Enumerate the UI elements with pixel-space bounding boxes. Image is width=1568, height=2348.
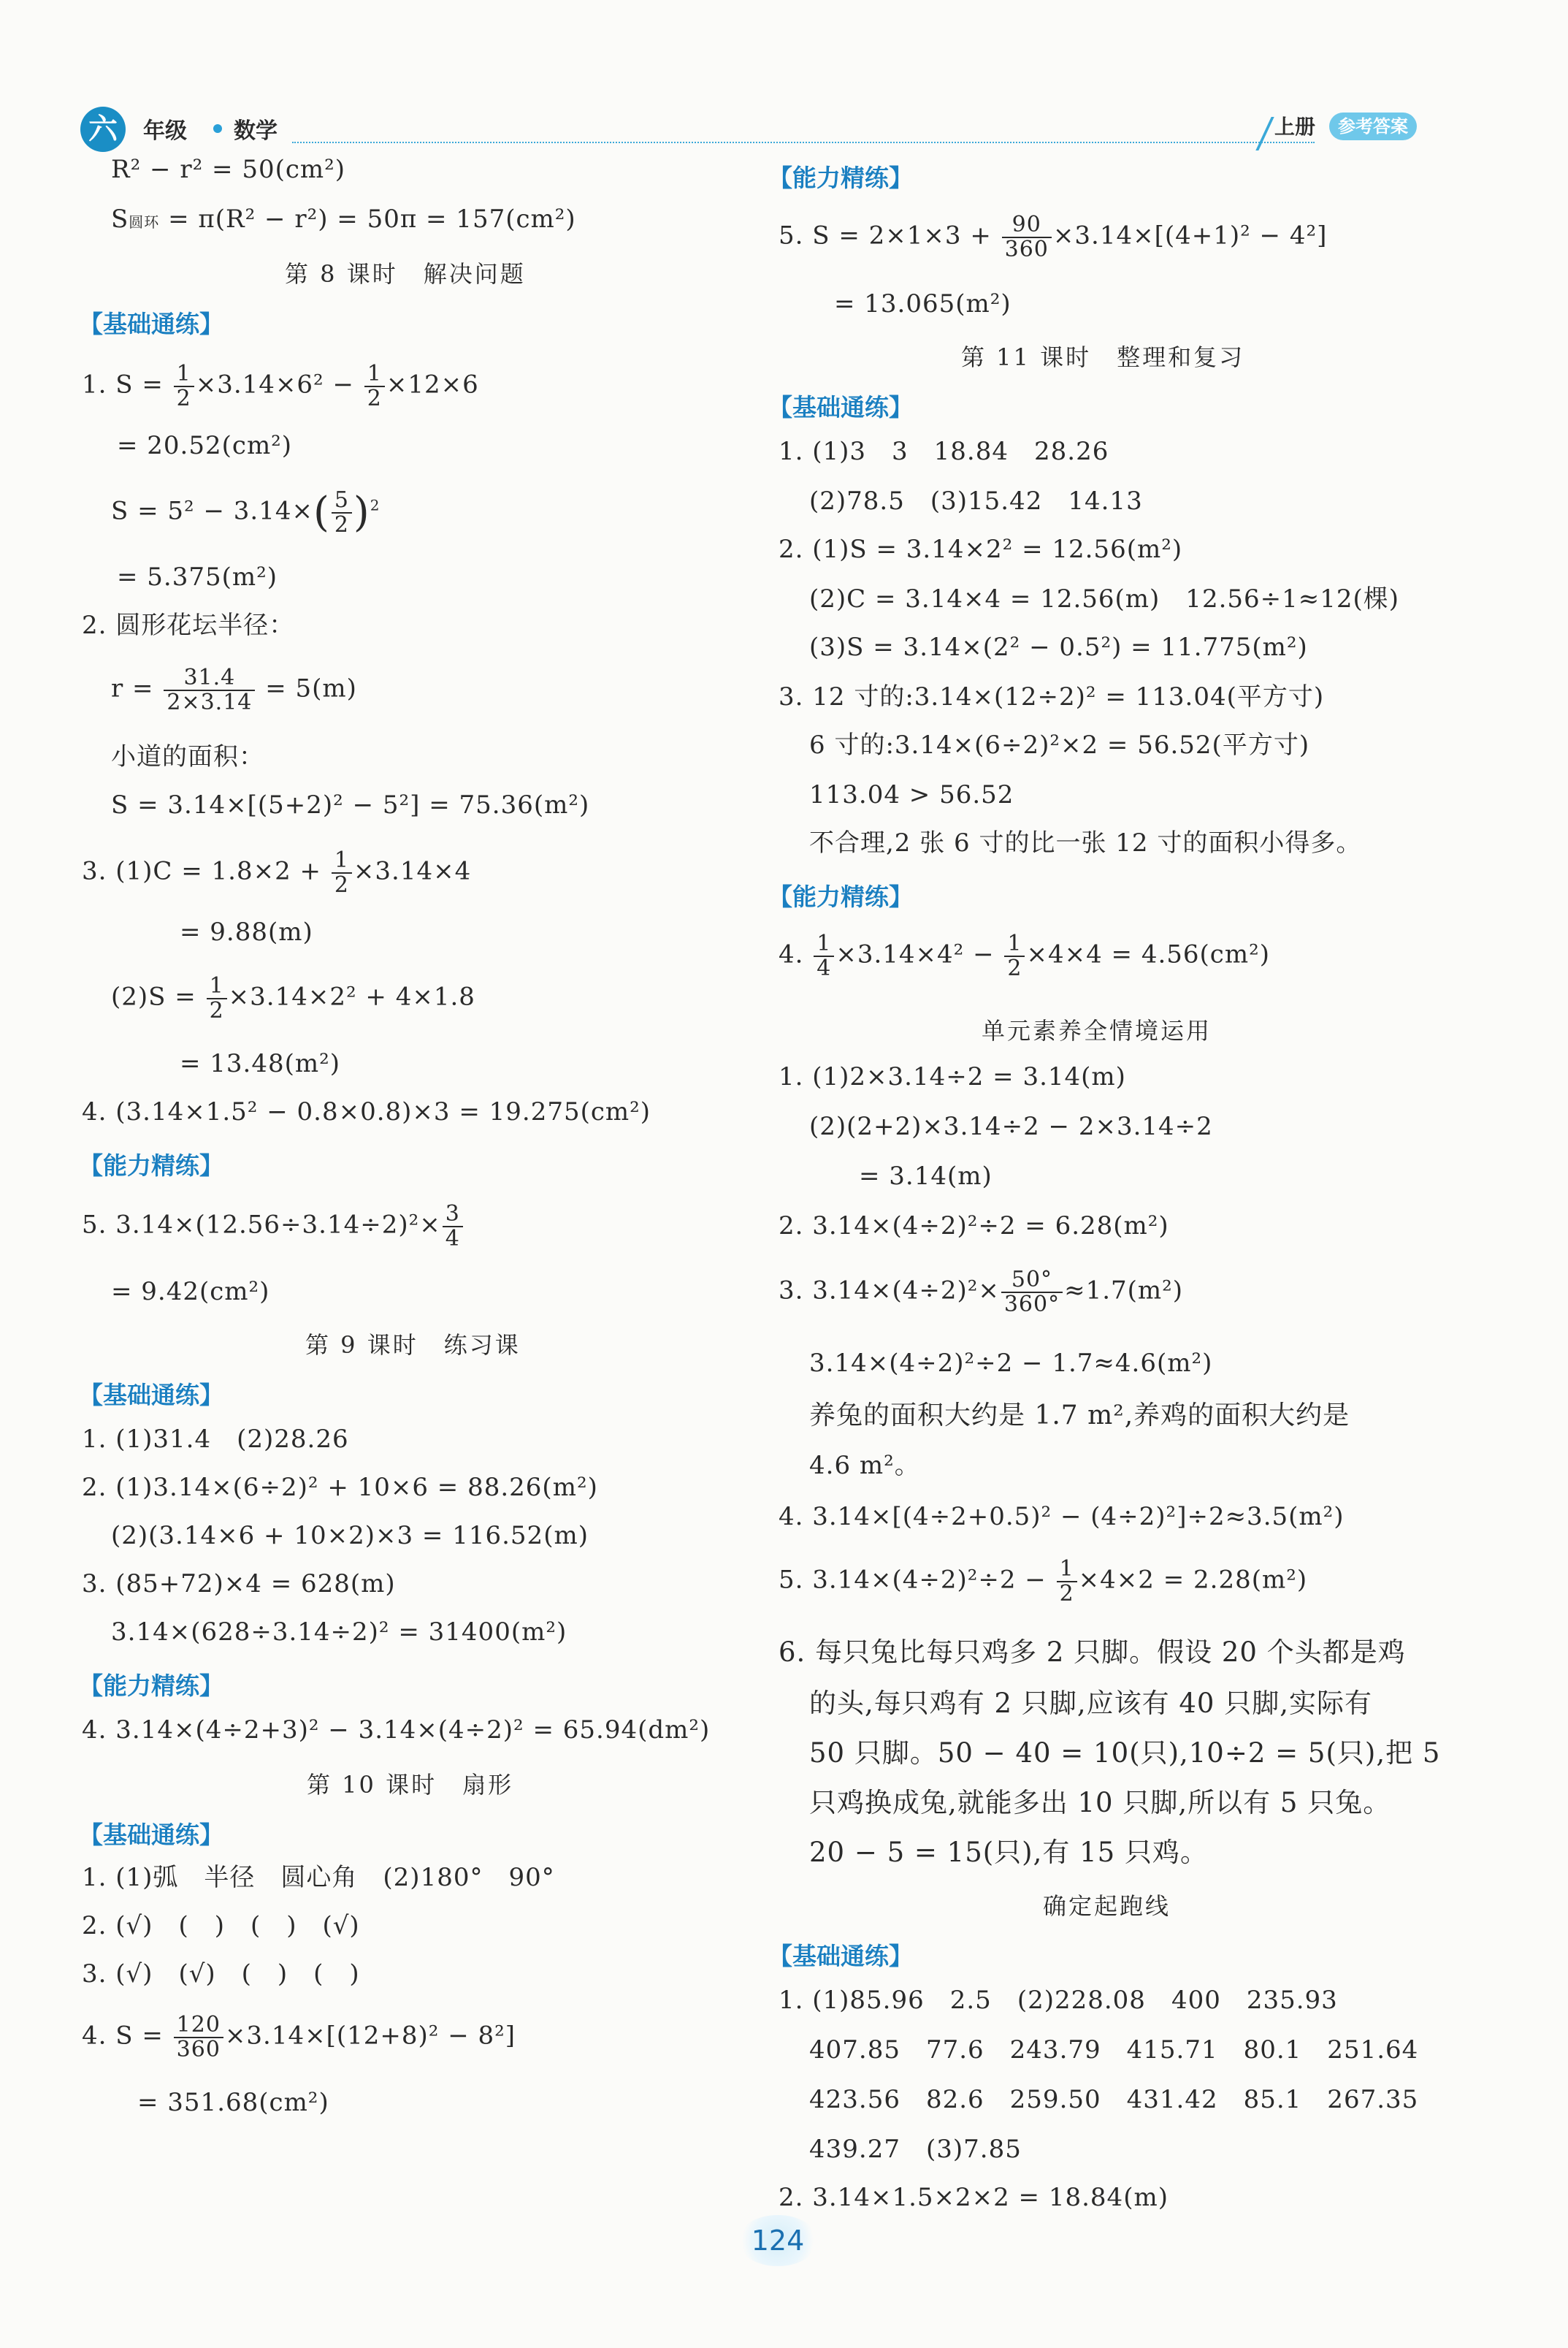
- answer-line: 3. 12 寸的:3.14×(12÷2)² = 113.04(平方寸): [779, 682, 1325, 712]
- answer-line: 4. 3.14×[(4÷2+0.5)² − (4÷2)²]÷2≈3.5(m²): [779, 1502, 1345, 1531]
- answer-line: 439.27 (3)7.85: [809, 2135, 1022, 2164]
- answer-line: 不合理,2 张 6 寸的比一张 12 寸的面积小得多。: [809, 828, 1362, 858]
- numerator: 120: [174, 2013, 223, 2038]
- lesson-title: 确定起跑线: [1043, 1892, 1171, 1920]
- answer-line: 2. (1)S = 3.14×2² = 12.56(m²): [779, 535, 1183, 564]
- formula-part: = π(R² − r²) = 50π = 157(cm²): [159, 205, 576, 234]
- denominator: 2: [209, 997, 224, 1024]
- formula-part: S: [111, 205, 129, 234]
- answer-line: 6 寸的:3.14×(6÷2)²×2 = 56.52(平方寸): [809, 731, 1310, 760]
- answer-line: 1. (1)2×3.14÷2 = 3.14(m): [779, 1062, 1126, 1091]
- answer-line: = 3.14(m): [859, 1162, 993, 1191]
- fraction: [174, 2013, 223, 2061]
- formula-part: ×3.14×4² −: [835, 939, 1003, 969]
- answer-line: 只鸡换成兔,就能多出 10 只脚,所以有 5 只兔。: [809, 1787, 1391, 1818]
- answer-badge: 参考答案: [1329, 113, 1417, 140]
- lesson-title: 第 8 课时 解决问题: [285, 260, 526, 288]
- section-heading: 【基础通练】: [79, 310, 223, 338]
- unit-title: 单元素养全情境运用: [982, 1017, 1212, 1045]
- answer-line: 4. (3.14×1.5² − 0.8×0.8)×3 = 19.275(cm²): [82, 1097, 651, 1127]
- fraction: [164, 666, 255, 714]
- answer-line: 113.04 > 56.52: [809, 780, 1014, 809]
- formula-part: ×3.14×4: [353, 856, 472, 886]
- formula-part: ×3.14×2² + 4×1.8: [228, 982, 475, 1012]
- page-number: 124: [738, 2215, 818, 2266]
- fraction: [364, 362, 385, 410]
- answer-line: (3)S = 3.14×(2² − 0.5²) = 11.775(m²): [809, 633, 1308, 662]
- answer-line: = 9.88(m): [180, 918, 313, 947]
- answer-line: [779, 1558, 1307, 1605]
- answer-line: 的头,每只鸡有 2 只脚,应该有 40 只脚,实际有: [809, 1688, 1372, 1719]
- fraction: [207, 975, 227, 1022]
- section-heading: 【能力精练】: [768, 164, 913, 192]
- answer-line: 养兔的面积大约是 1.7 m²,养鸡的面积大约是: [809, 1400, 1350, 1430]
- section-heading: 【能力精练】: [768, 883, 913, 911]
- answer-line: [82, 2013, 516, 2061]
- denominator: 2: [1059, 1580, 1074, 1606]
- formula-part: ×4×4 = 4.56(cm²): [1026, 939, 1270, 969]
- answer-line: [111, 488, 380, 537]
- answer-line: 2. (1)3.14×(6÷2)² + 10×6 = 88.26(m²): [82, 1473, 598, 1502]
- numerator: 1: [1004, 932, 1025, 957]
- answer-line: (2)78.5 (3)15.42 14.13: [809, 487, 1143, 516]
- answer-line: 1. (1)弧 半径 圆心角 (2)180° 90°: [82, 1863, 555, 1892]
- numerator: 1: [174, 362, 194, 387]
- answer-line: 407.85 77.6 243.79 415.71 80.1 251.64: [809, 2035, 1419, 2065]
- formula-part: 5. 3.14×(4÷2)²÷2 −: [779, 1565, 1055, 1595]
- answer-line: 3.14×(628÷3.14÷2)² = 31400(m²): [111, 1617, 567, 1647]
- answer-line: 2. (√) ( ) ( ) (√): [82, 1911, 360, 1940]
- section-heading: 【能力精练】: [79, 1672, 223, 1700]
- section-heading: 【基础通练】: [768, 1942, 913, 1970]
- formula-part: 5. S = 2×1×3 +: [779, 221, 1001, 251]
- answer-line: = 5.375(m²): [117, 563, 278, 592]
- lesson-title: 第 9 课时 练习课: [305, 1331, 521, 1359]
- answer-line: (2)(2+2)×3.14÷2 − 2×3.14÷2: [809, 1112, 1213, 1141]
- answer-line: 2. 3.14×1.5×2×2 = 18.84(m): [779, 2183, 1169, 2212]
- formula-part: = 5(m): [256, 674, 357, 704]
- fraction: [814, 932, 834, 980]
- paren: (: [313, 489, 330, 536]
- formula-part: ≈1.7(m²): [1064, 1276, 1184, 1305]
- denominator: 4: [445, 1225, 460, 1251]
- answer-line: 20 − 5 = 15(只),有 15 只鸡。: [809, 1837, 1208, 1868]
- denominator: 360°: [1003, 1291, 1060, 1317]
- grade-badge: 六: [80, 107, 126, 152]
- section-heading: 【基础通练】: [79, 1381, 223, 1409]
- answer-line: 小道的面积：: [111, 742, 264, 771]
- fraction: [332, 849, 352, 896]
- fraction: [1057, 1558, 1077, 1605]
- answer-line: 3. (√) (√) ( ) ( ): [82, 1959, 360, 1989]
- formula-part: r =: [111, 674, 163, 704]
- numerator: 5: [332, 489, 352, 514]
- answer-line: = 13.065(m²): [834, 289, 1011, 319]
- volume-label: 上册: [1274, 115, 1316, 139]
- answer-line: (2)(3.14×6 + 10×2)×3 = 116.52(m): [111, 1521, 589, 1550]
- formula-part: 3. (1)C = 1.8×2 +: [82, 856, 330, 886]
- numerator: 1: [332, 849, 352, 874]
- formula-part: ×3.14×6² −: [195, 370, 363, 400]
- formula-part: 4. S =: [82, 2021, 172, 2051]
- formula-part: (2)S =: [111, 982, 205, 1012]
- answer-line: = 13.48(m²): [180, 1049, 341, 1078]
- answer-line: 1. (1)85.96 2.5 (2)228.08 400 235.93: [779, 1986, 1338, 2015]
- lesson-title: 第 10 课时 扇形: [307, 1771, 514, 1799]
- answer-line: = 351.68(cm²): [137, 2088, 329, 2117]
- numerator: 1: [1057, 1558, 1077, 1582]
- answer-line: [82, 1202, 464, 1250]
- answer-line: 2. 3.14×(4÷2)²÷2 = 6.28(m²): [779, 1211, 1169, 1240]
- numerator: 1: [207, 975, 227, 999]
- numerator: 31.4: [164, 666, 255, 691]
- answer-line: = 9.42(cm²): [111, 1277, 270, 1306]
- subscript: 圆环: [129, 213, 160, 231]
- answer-line: 4.6 m²。: [809, 1451, 920, 1480]
- denominator: 2: [334, 511, 349, 538]
- formula-part: 5. 3.14×(12.56÷3.14÷2)²×: [82, 1210, 441, 1240]
- formula-part: 4.: [779, 939, 813, 969]
- fraction: [1001, 1268, 1063, 1316]
- paren: ): [353, 489, 370, 536]
- lesson-title: 第 11 课时 整理和复习: [961, 343, 1245, 371]
- answer-line: = 20.52(cm²): [117, 431, 293, 460]
- numerator: 90: [1002, 213, 1052, 238]
- answer-line: [111, 975, 475, 1022]
- exponent: 2: [370, 496, 380, 514]
- fraction: [1002, 213, 1052, 261]
- answer-line: 6. 每只兔比每只鸡多 2 只脚。假设 20 个头都是鸡: [779, 1636, 1406, 1668]
- formula-part: ×12×6: [386, 370, 479, 400]
- header-dot-icon: [213, 124, 222, 133]
- grade-label: 年级: [143, 118, 187, 144]
- formula-line: [111, 205, 576, 235]
- numerator: 1: [364, 362, 385, 387]
- denominator: 2×3.14: [167, 689, 253, 715]
- answer-line: [779, 932, 1270, 980]
- formula-part: 1. S =: [82, 370, 172, 400]
- answer-line: [779, 1268, 1183, 1316]
- formula-part: ×3.14×[(4+1)² − 4²]: [1052, 221, 1328, 251]
- answer-line: 2. 圆形花坛半径：: [82, 611, 295, 640]
- header-slash: [1255, 117, 1274, 150]
- fraction: [174, 362, 194, 410]
- formula-part: 3. 3.14×(4÷2)²×: [779, 1276, 1000, 1305]
- answer-line: 1. (1)31.4 (2)28.26: [82, 1425, 349, 1454]
- formula-part: ×4×2 = 2.28(m²): [1078, 1565, 1308, 1595]
- denominator: 360: [1004, 236, 1049, 262]
- section-heading: 【基础通练】: [768, 393, 913, 422]
- fraction: [332, 489, 352, 536]
- numerator: 3: [443, 1202, 463, 1227]
- answer-line: (2)C = 3.14×4 = 12.56(m) 12.56÷1≈12(棵): [809, 584, 1400, 614]
- fraction: [1004, 932, 1025, 980]
- denominator: 2: [1007, 955, 1022, 981]
- page-header: [80, 102, 1424, 153]
- subject-label: 数学: [234, 118, 278, 144]
- answer-line: 4. 3.14×(4÷2+3)² − 3.14×(4÷2)² = 65.94(dm²): [82, 1715, 711, 1745]
- answer-line: [82, 849, 471, 896]
- denominator: 2: [334, 872, 349, 898]
- denominator: 4: [816, 955, 832, 981]
- answer-line: S = 3.14×[(5+2)² − 5²] = 75.36(m²): [111, 790, 590, 820]
- denominator: 2: [176, 385, 191, 411]
- formula-part: S = 5² − 3.14×: [111, 496, 313, 526]
- denominator: 2: [367, 385, 382, 411]
- answer-line: [779, 213, 1327, 261]
- answer-line: 423.56 82.6 259.50 431.42 85.1 267.35: [809, 2085, 1419, 2114]
- answer-line: 3. (85+72)×4 = 628(m): [82, 1569, 396, 1598]
- section-heading: 【基础通练】: [79, 1821, 223, 1849]
- answer-line: [111, 666, 357, 714]
- answer-line: 1. (1)3 3 18.84 28.26: [779, 437, 1109, 466]
- section-heading: 【能力精练】: [79, 1151, 223, 1180]
- numerator: 1: [814, 932, 834, 957]
- numerator: 50°: [1001, 1268, 1063, 1293]
- header-divider: [292, 142, 1315, 143]
- denominator: 360: [176, 2036, 221, 2062]
- formula-line: R² − r² = 50(cm²): [111, 155, 346, 184]
- answer-line: 3.14×(4÷2)²÷2 − 1.7≈4.6(m²): [809, 1349, 1213, 1378]
- answer-line: 50 只脚。50 − 40 = 10(只),10÷2 = 5(只),把 5: [809, 1737, 1441, 1769]
- fraction: [443, 1202, 463, 1250]
- formula-part: ×3.14×[(12+8)² − 8²]: [224, 2021, 516, 2051]
- answer-line: [82, 362, 479, 410]
